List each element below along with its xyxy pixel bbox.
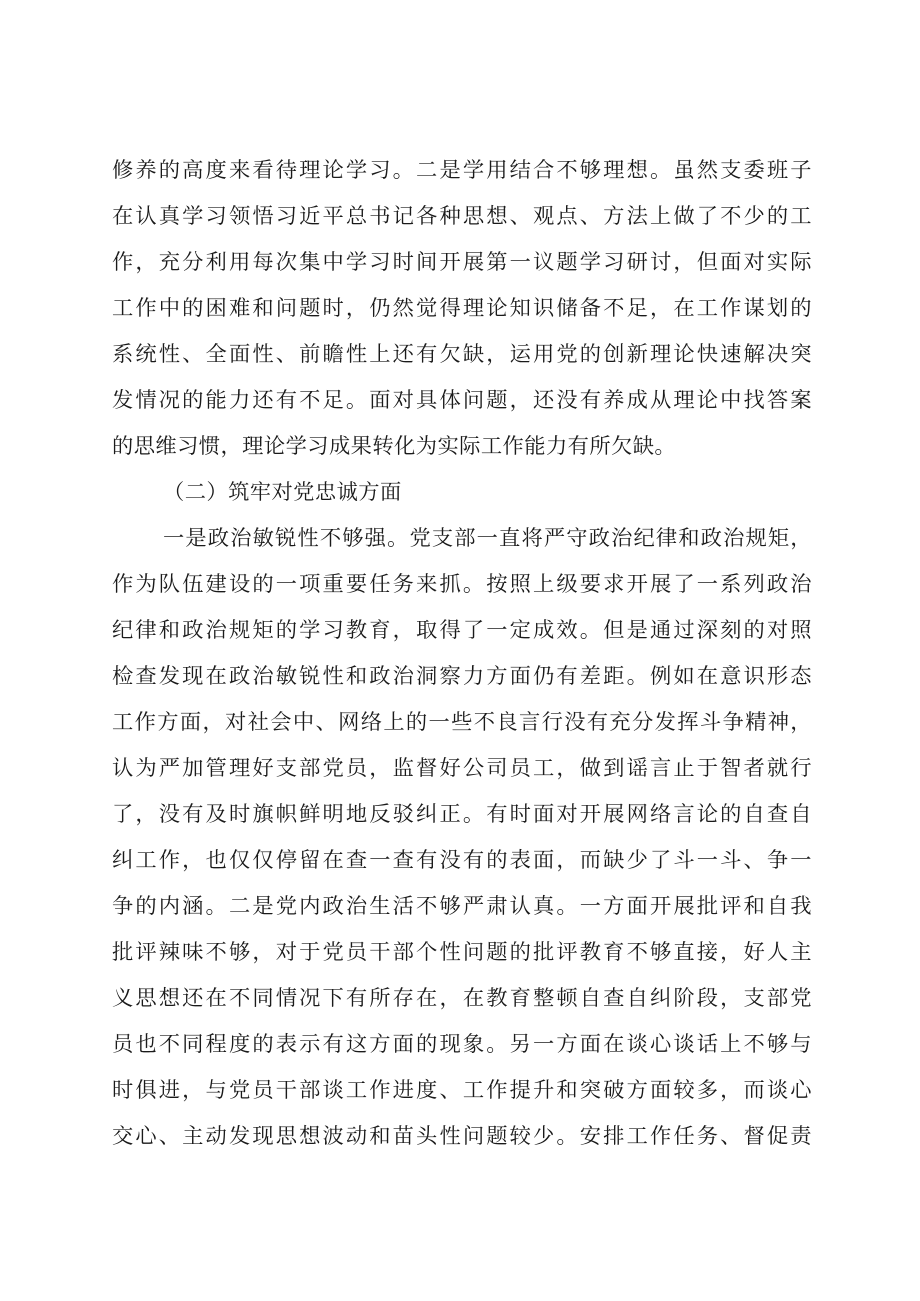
text-line: 时俱进，与党员干部谈工作进度、工作提升和突破方面较多，而谈心 xyxy=(112,1078,812,1103)
text-line: 作为队伍建设的一项重要任务来抓。按照上级要求开展了一系列政治 xyxy=(112,572,812,597)
text-line: 在认真学习领悟习近平总书记各种思想、观点、方法上做了不少的工 xyxy=(112,204,812,229)
text-line: 争的内涵。二是党内政治生活不够严肃认真。一方面开展批评和自我 xyxy=(112,894,812,919)
text-line: 批评辣味不够，对于党员干部个性问题的批评教育不够直接，好人主 xyxy=(112,940,812,965)
text-line: 的思维习惯，理论学习成果转化为实际工作能力有所欠缺。 xyxy=(112,434,677,459)
text-line: 检查发现在政治敏锐性和政治洞察力方面仍有差距。例如在意识形态 xyxy=(112,664,812,689)
text-line: 员也不同程度的表示有这方面的现象。另一方面在谈心谈话上不够与 xyxy=(112,1032,812,1057)
text-line: 认为严加管理好支部党员，监督好公司员工，做到谣言止于智者就行 xyxy=(112,756,812,781)
text-line: 一是政治敏锐性不够强。党支部一直将严守政治纪律和政治规矩， xyxy=(163,526,812,551)
text-line: 工作中的困难和问题时，仍然觉得理论知识储备不足，在工作谋划的 xyxy=(112,296,812,321)
text-line: 纠工作，也仅仅停留在查一查有没有的表面，而缺少了斗一斗、争一 xyxy=(112,848,812,873)
text-line: 了，没有及时旗帜鲜明地反驳纠正。有时面对开展网络言论的自查自 xyxy=(112,802,812,827)
text-line: 义思想还在不同情况下有所存在，在教育整顿自查自纠阶段，支部党 xyxy=(112,986,812,1011)
text-line: 工作方面，对社会中、网络上的一些不良言行没有充分发挥斗争精神， xyxy=(112,710,812,735)
text-line: 系统性、全面性、前瞻性上还有欠缺，运用党的创新理论快速解决突 xyxy=(112,342,812,367)
text-line: 发情况的能力还有不足。面对具体问题，还没有养成从理论中找答案 xyxy=(112,388,812,413)
text-line: 作，充分利用每次集中学习时间开展第一议题学习研讨，但面对实际 xyxy=(112,250,812,275)
text-line: 修养的高度来看待理论学习。二是学用结合不够理想。虽然支委班子 xyxy=(112,158,812,183)
text-line: 纪律和政治规矩的学习教育，取得了一定成效。但是通过深刻的对照 xyxy=(112,618,812,643)
section-heading: （二）筑牢对党忠诚方面 xyxy=(163,480,402,505)
text-line: 交心、主动发现思想波动和苗头性问题较少。安排工作任务、督促责 xyxy=(112,1124,812,1149)
